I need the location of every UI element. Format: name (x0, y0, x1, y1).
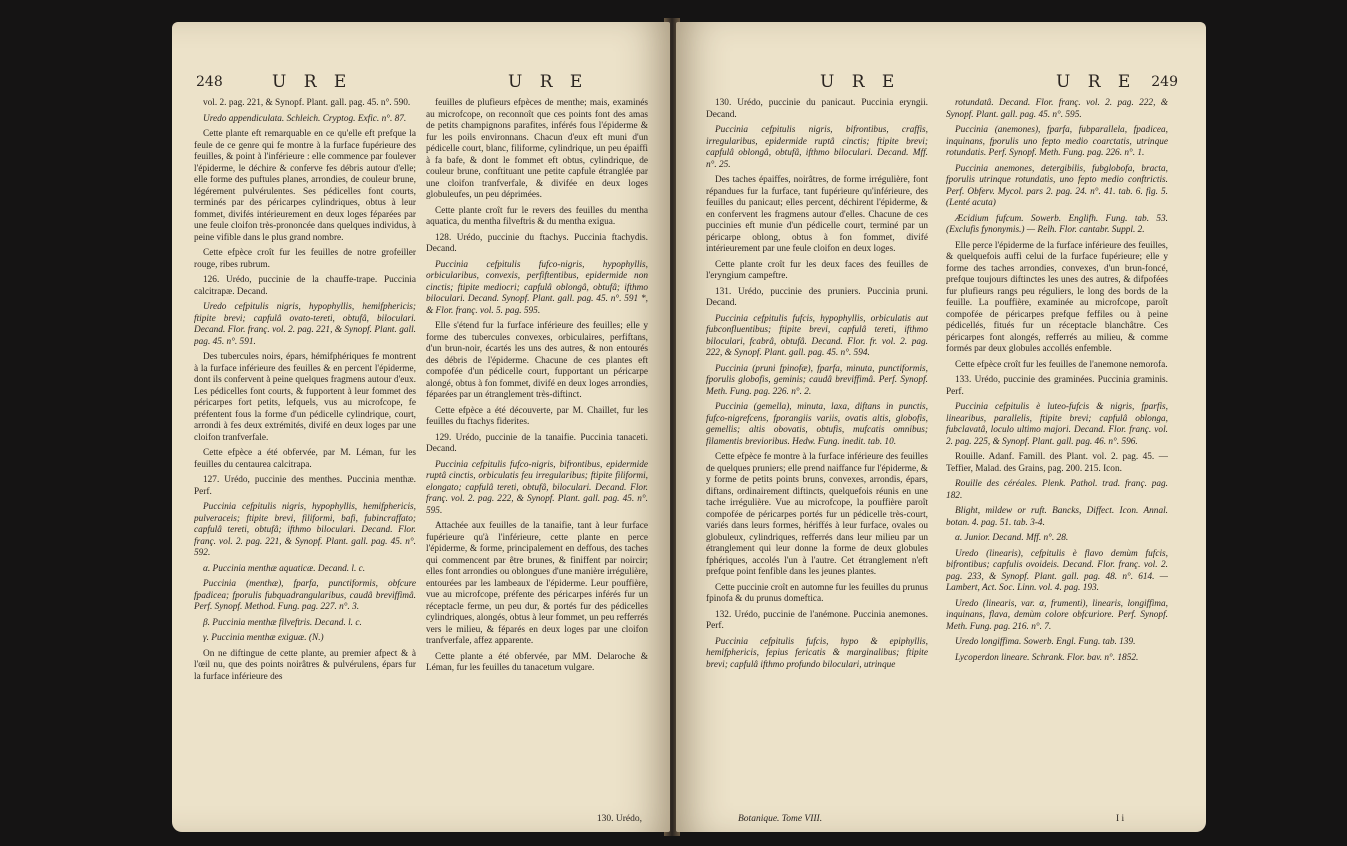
entry-heading: 132. Urédo, puccinie de l'anémone. Puccinia anemones. Perf. (706, 609, 928, 631)
paragraph: Puccinia cefpitulis nigris, hypophyllis, hemifphericis, pulveraceis; ftipite brevi, filiformi, bafi, fubincraffato; capfulâ tereti, obtufâ; ifthmo biloculari. Decand. Flor. franç. vol. 2. pag. 221, & Synopf. Plant. gall. pag. 45. n°. 592. (194, 502, 416, 558)
paragraph: Lycoperdon lineare. Schrank. Flor. bav. n°. 1852. (955, 652, 1139, 663)
paragraph: rotundatâ. Decand. Flor. franç. vol. 2. pag. 222, & Synopf. Plant. gall. pag. 45. n°. 595. (946, 98, 1168, 120)
running-head: U R E (820, 72, 901, 92)
running-head: U R E (508, 72, 589, 92)
entry-heading: 133. Urédo, puccinie des graminées. Puccinia graminis. Perf. (946, 375, 1168, 397)
paragraph: Cette efpèce croît fur les feuilles de l'anemone nemorofa. (955, 359, 1168, 370)
paragraph: Cette efpèce fe montre à la furface inférieure des feuilles de quelques pruniers; elle prend naiffance fur l'épiderme, & y forme de petits points bruns, convexes, arrondis, épars, diftans, ordinairement diftincts, quelquefois réunis en une tache irrégulière. Vue au microfcope, la pouffière paroît compofée de péricarpes portés fur un pédicelle très-court, variés dans leurs formes, hériffés à leur furface, ovales ou globuleux, cylindriques, refferrés dans leur milieu par un étranglement qui leur donne la forme de deux globules fphériques, accolés l'un à l'autre. Cet étranglement n'eft prefque point fenfible dans les jeunes plantes. (706, 452, 928, 577)
paragraph: Puccinia cefpitulis fufcis, hypo & epiphyllis, hemifphericis, fepius fericatis & marginalibus; ftipite brevi; capfulâ ifthmo profundo biloculari, utrinque (706, 636, 928, 670)
paragraph: Puccinia anemones, detergibilis, fubglobofa, bracta, fporulis utrinque rotundatis, uno fepto medio conftrictis. Perf. Obferv. Mycol. pars 2. pag. 24. n°. 41. tab. 6. fig. 5. (Lenté acuta) (946, 163, 1168, 208)
page-number: 249 (1151, 74, 1178, 90)
paragraph: Elle perce l'épiderme de la furface inférieure des feuilles, & quelquefois auffi celui de la furface fupérieure; elle y forme des taches arrondies, convexes, d'un brun-foncé, prefque toujours diftinctes les unes des autres, & difpofées fur plufieurs rangs peu réguliers, le long des bords de la feuille. La pouffière, examinée au microfcope, paroît compofée de péricarpes prefque feffiles ou à peine pédicellés, fitués fur un réceptacle blanchâtre. Ces péricarpes font alongés, refferrés au milieu, & comme formés par deux globules accollés enfemble. (946, 240, 1168, 354)
page-number: 248 (196, 74, 223, 90)
paragraph: Uredo longiffima. Sowerb. Engl. Fung. tab. 139. (955, 637, 1136, 647)
entry-heading: 129. Urédo, puccinie de la tanaifie. Puccinia tanaceti. Decand. (426, 432, 648, 454)
paragraph: Des taches épaiffes, noirâtres, de forme irrégulière, font répandues fur la furface, tant fupérieure qu'inférieure, des feuilles du panicaut; elles percent, déchirent l'épiderme, & en confervent les fragmens autour d'elles. Chacune de ces puccinies eft munie d'un pédicelle court, terminé par un péricarpe oblong, obtus à fon fommet, divifé intérieurement par une feule cloifon en deux loges. (706, 175, 928, 254)
paragraph: Puccinia cefpitulis fufco-nigris, hypophyllis, orbicularibus, convexis, perfiftentibus, epidermide non cinctis; ftipite mediocri; capfulâ oblongâ, obtufâ; ifthmo biloculari. Decand. Synopf. Plant. gall. pag. 45. n°. 591 *, & Flor. franç. vol. 5. pag. 595. (426, 259, 648, 316)
paragraph: Uredo (linearis, var. α, frumenti), linearis, longiffima, inquinans, flava, demùm colore obfcuriore. Perf. Synopf. Meth. Fung. pag. 216. n°. 7. (946, 598, 1168, 632)
text-column-right (946, 98, 1168, 828)
paragraph: Blight, mildew or ruft. Bancks, Diffect. Icon. Annal. botan. 4. pag. 51. tab. 3-4. (946, 506, 1168, 528)
paragraph: Uredo cefpitulis nigris, hypophyllis, hemifphericis; ftipite brevi; capfulâ ovato-tereti, obtufâ, biloculari. Decand. Flor. franç. vol. 2. pag. 221, & Synopf. Plant. gall. pag. 45. n°. 591. (194, 302, 416, 347)
paragraph: On ne diftingue de cette plante, au premier afpect & à l'œil nu, que des points noirâtres & pulvérulens, épars fur la furface inférieure des (194, 648, 416, 682)
paragraph: Cette plante eft remarquable en ce qu'elle eft prefque la feule de ce genre qui fe montre à la furface fupérieure des feuilles, & point à l'inférieure : elle commence par foulever l'épiderme, le déchire & conferve fes débris autour d'elle; elle forme des puftules planes, arrondies, de couleur brune, légérement pulvérulentes. Ses pédicelles font courts, terminés par des péricarpes cylindriques, obtus à leur fommet, divifés intérieurement en deux loges féparées par une feule cloifon très-prononcée dans quelques individus, à peine vifible dans le plus grand nombre. (194, 129, 416, 243)
paragraph: Puccinia (gemella), minuta, laxa, diftans in punctis, fufco-nigrefcens, fporangiis variis, ovatis altis, globofis, gemellis; altis obovatis, obtufis, mufcatis omnibus; filamentis brevioribus. Hedw. Fung. inedit. tab. 10. (706, 402, 928, 447)
paragraph: Puccinia (menthæ), fparfa, punctiformis, obfcure fpadicea; fporulis fubquadrangularibus, caudâ breviffimâ. Perf. Synopf. Method. Fung. pag. 227. n°. 3. (194, 579, 416, 612)
paragraph: Rouille des céréales. Plenk. Pathol. trad. franç. pag. 182. (946, 479, 1168, 501)
paragraph: Cette efpèce a été obfervée, par M. Léman, fur les feuilles du centaurea calcitrapa. (194, 448, 416, 470)
entry-heading: 130. Urédo, puccinie du panicaut. Puccinia eryngii. Decand. (706, 98, 928, 120)
paragraph: Cette plante croît fur les deux faces des feuilles de l'eryngium campeftre. (706, 259, 928, 281)
left-page (172, 22, 670, 832)
paragraph: Uredo appendiculata. Schleich. Cryptog. Exfic. n°. 87. (203, 113, 407, 124)
paragraph: α. Puccinia menthæ aquaticæ. Decand. l. c. (203, 563, 366, 574)
paragraph: Puccinia (anemones), fparfa, fubparallela, fpadicea, inquinans, fporulis uno fepto medio coarctatis, utrinque rotundatis. Perf. Synopf. Meth. Fung. pag. 226. n°. 1. (946, 125, 1168, 158)
paragraph: Uredo (linearis), cefpitulis è flavo demùm fufcis, bifrontibus; capfulis ovoideis. Decand. Flor. franç. vol. 2. pag. 233, & Synopf. Plant. gall. pag. 48. n°. 614. — Lambert, Act. Soc. Linn. vol. 4. pag. 193. (946, 548, 1168, 593)
paragraph: Æcidium fufcum. Sowerb. Englifh. Fung. tab. 53. (Exclufis fynonymis.) — Relh. Flor. cantabr. Suppl. 2. (946, 213, 1168, 235)
paragraph: Puccinia cefpitulis è luteo-fufcis & nigris, fparfis, linearibus, parallelis, ftipite brevi; capfulâ oblonga, fubclavatâ, loculo ultimo majori. Decand. Flor. franç. vol. 2. pag. 225, & Synopf. Plant. gall. pag. 46. n°. 596. (946, 402, 1168, 447)
paragraph: vol. 2. pag. 221, & Synopf. Plant. gall. pag. 45. n°. 590. (203, 98, 411, 108)
paragraph: Cette efpèce a été découverte, par M. Chaillet, fur les feuilles du ftachys fiderites. (426, 405, 648, 427)
entry-heading: 126. Urédo, puccinie de la chauffe-trape. Puccinia calcitrapæ. Decand. (194, 275, 416, 297)
paragraph: Cette puccinie croît en automne fur les feuilles du prunus fpinofa & du prunus domeftica. (706, 582, 928, 604)
paragraph: β. Puccinia menthæ filveftris. Decand. l. c. (203, 617, 362, 628)
paragraph: γ. Puccinia menthæ exiguæ. (N.) (203, 633, 324, 643)
entry-heading: 128. Urédo, puccinie du ftachys. Puccinia ftachydis. Decand. (426, 232, 648, 254)
running-head: U R E (1056, 72, 1137, 92)
running-head: U R E (272, 72, 353, 92)
entry-heading: 131. Urédo, puccinie des pruniers. Puccinia pruni. Decand. (706, 286, 928, 308)
paragraph: Puccinia cefpitulis fufco-nigris, bifrontibus, epidermide ruptâ cinctis, orbiculatis feu irregularibus; ftipite filiformi, elongato; capfulâ tereti, obtufâ, biloculari. Decand. Flor. franç. vol. 2. pag. 222, & Synopf. Plant. gall. pag. 45. n°. 595. (426, 459, 648, 516)
paragraph: feuilles de plufieurs efpèces de menthe; mais, examinés au microfcope, on reconnoît que ces points font des amas de petits champignons parafites, inférés fous l'épiderme & fur les poils environnans. Chacun d'eux eft muni d'un pédicelle court, blanc, filiforme, cylindrique, un peu épaiffi à fa bafe, & dont le fommet eft obtus, cylindrique, de couleur brune, conftituant une petite capfule étranglée par une cloifon tranfverfale, & divifée en deux loges globuleufes, un peu déprimées. (426, 98, 648, 200)
signature-mark: I i (1116, 814, 1125, 824)
paragraph: Puccinia cefpitulis nigris, bifrontibus, craffis, irregularibus, epidermide ruptâ cinctis; ftipite brevi; capfulâ oblongâ, obtufâ, ifthmo biloculari. Decand. Mff. n°. 25. (706, 125, 928, 170)
text-column-right (426, 98, 648, 828)
paragraph: Puccinia (pruni fpinofæ), fparfa, minuta, punctiformis, fporulis globofis, geminis; caudâ breviffimâ. Perf. Synopf. Meth. Fung. pag. 226. n°. 2. (706, 363, 928, 397)
right-page (676, 22, 1206, 832)
paragraph: Cette plante a été obfervée, par MM. Delaroche & Léman, fur les feuilles du tanacetum vulgare. (426, 651, 648, 673)
entry-heading: 127. Urédo, puccinie des menthes. Puccinia menthæ. Perf. (194, 475, 416, 497)
paragraph: Elle s'étend fur la furface inférieure des feuilles; elle y forme des tubercules convexes, orbiculaires, perfiftans, d'un brun-noir, écartés les uns des autres, & non entourés des débris de l'épiderme. Chacune de ces plantes eft compofée d'un pédicelle court, fupportant un péricarpe alongé, obtus à fon fommet, divifé en deux loges arrondies, féparées par un étranglement très-diftinct. (426, 321, 648, 400)
text-column-left (706, 98, 928, 828)
paragraph: Cette plante croît fur le revers des feuilles du mentha aquatica, du mentha filveftris & du mentha exigua. (426, 205, 648, 227)
volume-footer: Botanique. Tome VIII. (738, 814, 823, 824)
paragraph: α. Junior. Decand. Mff. n°. 28. (955, 533, 1069, 543)
paragraph: Attachée aux feuilles de la tanaifie, tant à leur furface fupérieure qu'à l'inférieure, cette plante en perce l'épiderme, & forme, principalement en deffous, des taches qui commencent par être brunes, & finiffent par noircir; elles font arrondies ou oblongues d'une manière irrégulière, entourées par les lambeaux de l'épiderme. Leur pouffière, vue au microfcope, préfente des péricarpes inférés fur un réceptacle ferme, un peu dur, & portés fur des pédicelles cylindriques, alongés, obtus à leur fommet, un peu refferrés vers le milieu, & féparés en deux loges par une cloifon tranfverfale, affez apparente. (426, 521, 648, 646)
paragraph: Cette efpèce croît fur les feuilles de notre grofeiller rouge, ribes rubrum. (194, 248, 416, 270)
paragraph: Des tubercules noirs, épars, hémifphériques fe montrent à la furface inférieure des feuilles & en percent l'épiderme, dont ils confervent à peine quelques fragmens autour d'eux. Les pédicelles font courts, & fupportent à leur fommet des péricarpes fort petits, lefquels, vus au microfcope, fe préfentent fous la forme d'un pédicelle cylindrique, court, arrondi à fes deux extrémités, divifé en deux loges par une cloifon tranfverfale. (194, 352, 416, 443)
text-column-left (194, 98, 416, 828)
catchword: 130. Urédo, (596, 814, 642, 824)
paragraph: Rouille. Adanf. Famill. des Plant. vol. 2. pag. 45. — Teffier, Malad. des Grains, pag. 200. 215. Icon. (946, 452, 1168, 474)
paragraph: Puccinia cefpitulis fufcis, hypophyllis, orbiculatis aut fubconfluentibus; ftipite brevi, capfulâ tereti, ifthmo biloculari, fcabrâ, obtufâ. Decand. Flor. fr. vol. 2. pag. 222, & Synopf. Plant. gall. pag. 45. n°. 594. (706, 313, 928, 358)
